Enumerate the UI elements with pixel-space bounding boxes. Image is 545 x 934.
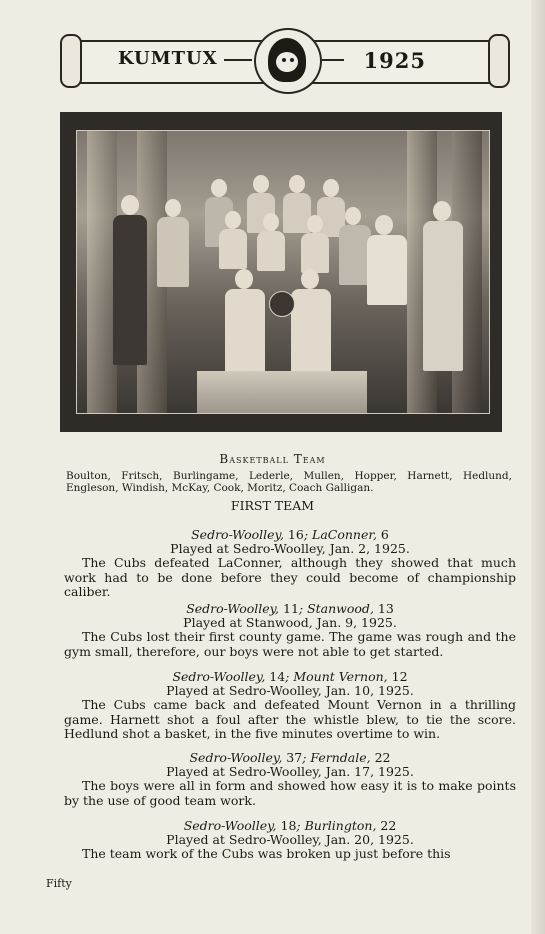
away-score: 13 [377,601,394,616]
header-dash-left [224,59,252,61]
game-venue: Played at Sedro-Woolley, Jan. 2, 1925. [170,541,410,556]
home-score: 18 [280,818,297,833]
game-venue: Played at Sedro-Woolley, Jan. 10, 1925. [166,683,414,698]
game-entry [64,528,516,600]
cub-mascot-icon [254,28,322,94]
stage-steps [197,371,367,413]
game-venue: Played at Sedro-Woolley, Jan. 17, 1925. [166,764,414,779]
page-edge [531,0,545,934]
header-title-right: 1925 [363,48,426,73]
game-score-line: Sedro-Woolley, 18; Burlington, 22 [183,818,397,833]
game-description: The Cubs lost their first county game. The game was rough and the gym small, therefore, our boys were not able to get started. [64,629,516,659]
away-score: 22 [380,818,397,833]
scroll-end-right [488,34,510,88]
photo-caption-title: Basketball Team [219,452,326,466]
game-score-line: Sedro-Woolley, 11; Stanwood, 13 [186,601,394,616]
scroll-end-left [60,34,82,88]
home-team: Sedro-Woolley [183,818,273,833]
game-entry [64,819,516,862]
home-team: Sedro-Woolley [189,750,279,765]
game-venue: Played at Stanwood, Jan. 9, 1925. [183,615,397,630]
home-score: 14 [269,669,286,684]
photo-caption-names: Boulton, Fritsch, Burlingame, Lederle, Mullen, Hopper, Harnett, Hedlund, Engleson, Windish, McKay, Cook, Moritz, Coach Galligan. [66,470,512,494]
game-score-line: Sedro-Woolley, 37; Ferndale, 22 [189,750,391,765]
game-score-line: Sedro-Woolley, 14; Mount Vernon, 12 [172,669,408,684]
page-header-banner [66,28,504,90]
game-description: The boys were all in form and showed how easy it is to make points by the use of good team work. [64,778,516,808]
header-dash-right [322,59,344,61]
game-score-line: Sedro-Woolley, 16; LaConner, 6 [191,527,389,542]
away-team: Stanwood [307,601,370,616]
game-description: The Cubs defeated LaConner, although they showed that much work had to be done before they could become of championship caliber. [64,555,516,599]
basketball-icon [269,291,295,317]
away-team: Burlington [304,818,373,833]
page-folio: Fifty [46,877,72,890]
game-entry [64,670,516,742]
away-score: 12 [391,669,408,684]
game-entry [64,751,516,808]
section-title: FIRST TEAM [230,498,315,513]
header-title-left: KUMTUX [118,48,218,69]
home-score: 37 [286,750,303,765]
game-description: The Cubs came back and defeated Mount Vernon in a thrilling game. Harnett shot a foul after the whistle blew, to tie the score. Hedlund shot a basket, in the five minutes overtime to win. [64,697,516,741]
away-team: Mount Vernon [293,669,384,684]
away-team: Ferndale [310,750,367,765]
away-score: 22 [374,750,391,765]
photo-frame [76,130,490,414]
game-description: The team work of the Cubs was broken up just before this [82,846,451,861]
team-photograph-icon [60,112,502,432]
game-entry [64,602,516,659]
home-score: 16 [287,527,304,542]
game-venue: Played at Sedro-Woolley, Jan. 20, 1925. [166,832,414,847]
away-team: LaConner [312,527,373,542]
home-score: 11 [283,601,299,616]
home-team: Sedro-Woolley [172,669,262,684]
home-team: Sedro-Woolley [191,527,280,542]
home-team: Sedro-Woolley [186,601,276,616]
away-score: 6 [380,527,389,542]
